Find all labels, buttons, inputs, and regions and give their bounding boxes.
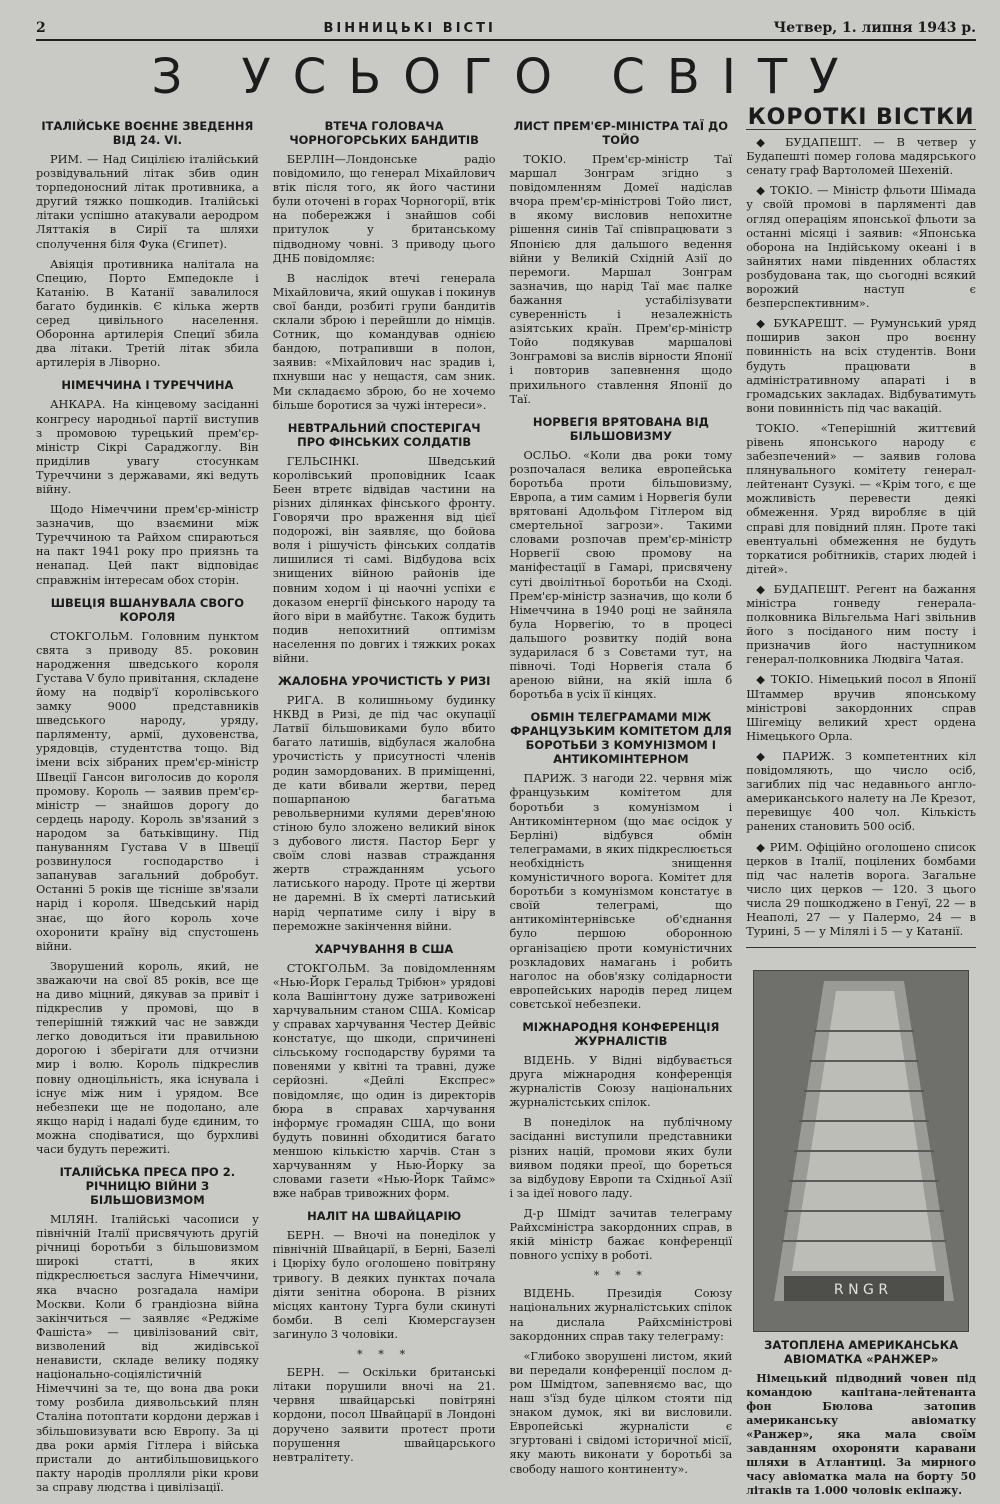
article-paragraph: ВІДЕНЬ. Президія Союзу національних журналістських спілок на дислала Райхсміністрові закордонних справ таку телеграму: bbox=[509, 1287, 733, 1343]
article-headline: ХАРЧУВАННЯ В США bbox=[314, 941, 454, 956]
column-1 bbox=[36, 111, 259, 1504]
article-paragraph: ВІДЕНЬ. У Відні відбувається друга міжнародня конференція журналістів Союзу національних журналістських спілок. bbox=[509, 1053, 733, 1110]
article-headline: ІТАЛІЙСЬКЕ ВОЄННЕ ЗВЕДЕННЯ ВІД 24. VІ. bbox=[41, 119, 254, 147]
article bbox=[36, 378, 259, 587]
article bbox=[273, 674, 496, 934]
brief-news-item: ◆ БУДАПЕШТ. Регент на бажання міністра гонведу генерала-полковника Вільгельма Нагі звільнив його з посіданого ним посту і призначив його наступником генерал-полковника Людвіга Чатая. bbox=[746, 582, 976, 667]
article-paragraph: ПАРИЖ. З нагоди 22. червня між французьким комітетом для боротьби з комунізмом і Антикомінтерном (що має осідок у Берліні) відбувся обмін телеграмами, в яких підкреслюється необхідність знищення комуністичного ворога. Комітет для боротьби з комунізмом констатує в своїй телеграмі, що антикомінтернівське об'єднання було першою оборонною організацією проти комуністичних розкладових намагань і робить наголос на обов'язку солідарности европейських народів перед лицем совєтської небезпеки. bbox=[509, 772, 733, 1011]
article-paragraph: АНКАРА. На кінцевому засіданні конгресу народньої партії виступив з промовою турецький прем'єр-міністр Сікрі Сараджоглу. Він приділив увагу стосункам Туреччини з державами, які ведуть війну. bbox=[36, 398, 259, 496]
section-separator: * * * bbox=[357, 1348, 412, 1362]
issue-date: Четвер, 1. липня 1943 р. bbox=[773, 20, 976, 36]
article bbox=[273, 942, 496, 1202]
article bbox=[510, 710, 733, 1012]
brief-news-item: ТОКІО. «Теперішній життєвий рівень японського народу є забезпечений» — заявив голова плянувального комітету генерал-лейтенант Сузукі. — «Крім того, є ще можливість перевести деякі обмеження. Уряд виробляє в цій справі для повідний плян. Проте такі евентуальні обмеження не будуть торкатися робітників, старих людей і дітей». bbox=[746, 421, 976, 576]
columns bbox=[36, 105, 976, 1504]
photo-caption: Німецький підводний човен під командою капітана-лейтенанта фон Бюлова затопив американську авіоматку «Ранжер», яка мала своїм завданням охороняти каравани шляхи в Атлантиці. За мирного часу авіоматка мала на борту 50 літаків та 1.000 чоловік екіпажу. bbox=[746, 1372, 976, 1498]
article-headline: МІЖНАРОДНЯ КОНФЕРЕНЦІЯ ЖУРНАЛІСТІВ bbox=[522, 1019, 720, 1048]
article bbox=[273, 1366, 496, 1465]
brief-news-item: ◆ ПАРИЖ. З компетентних кіл повідомляють, що число осіб, загиблих під час недавнього англо-американського налету на Ле Крезот, перевищує 400 чол. Кількість ранених становить 500 осіб. bbox=[746, 749, 976, 834]
article-paragraph: БЕРЛІН—Лондонське радіо повідомило, що генерал Міхайлович втік після того, як його частини були оточені в горах Чорногорії, втік на побережжя і знайшов собі притулок у британському підводному човні. З приводу цього ДНБ повідомляє: bbox=[272, 153, 496, 265]
brief-news-item: ◆ ТОКІО. Німецький посол в Японії Штаммер вручив японському міністрові закордонних справ Шігеміцу великий хрест ордена Німецького Орла. bbox=[746, 673, 976, 743]
article-paragraph: МІЛЯН. Італійські часописи у північній Італії присвячують другій річниці боротьби з більшовизмом широкі статті, в яких підкреслюється заслуга Німеччини, яка вчасно розгадала наміри Москви. Коли б грандіозна війна закінчиться — заявляє «Реджіме Фашіста» — цивілізований світ, визволений від жидівської ненависти, складе велику подяку національно-соціялістичній Німеччині за те, що вона два роки тому розбила диявольський плян Сталіна потоптати кордони держав і збільшовизувати всю Европу. За ці два роки армія Гітлера і війська пристали до антибільшовицького пакту народів пролляли ріки крови за справу людства і цивілізації. bbox=[36, 1213, 259, 1494]
article bbox=[510, 1287, 733, 1476]
article-headline: ЛИСТ ПРЕМ'ЄР-МІНІСТРА ТАЇ ДО ТОЙО bbox=[513, 119, 729, 147]
article-paragraph: РИГА. В колишньому будинку НКВД в Ризі, де під час окупації Латвії більшовиками було вбито багато латишів, відбулася жалобна урочистість у присутності членів родин замордованих. В приміщенні, де кати вбивали жертви, перед пошарпаною багатьма револьверними кулями дерев'яною стіною було зложено великий вінок з дубового листя. Пастор Берг у своїм слові назвав страждання жертв стражданням усього латиського народу. Проте ці жертви не даремні. В їх смерті латиський нарід черпатиме силу і віру в переможне закінчення війни. bbox=[272, 694, 496, 933]
article-paragraph: Д-р Шмідт зачитав телеграму Райхсміністра закордонних справ, в якій міністр бажає конференції повного успіху в роботі. bbox=[509, 1206, 733, 1263]
column-brief-news bbox=[746, 105, 976, 1504]
brief-news-item: ◆ ТОКІО. — Міністр фльоти Шімада у своїй промові в парляменті дав огляд операціям японської фльоти за останні місяці і заявив: «Японська оборона на Індійському океані і в зайнятих нами південних областях розбудована так, що сьогодні всякий ворожий наступ є безперспективним». bbox=[746, 184, 976, 311]
article-paragraph: ОСЛЬО. «Коли два роки тому розпочалася велика европейська боротьба проти більшовизму, Европа, а тим самим і Норвегія були врятовані Адольфом Гітлером від смертельної загрози». Такими словами розпочав прем'єр-міністр Норвегії свою промову на маніфестації в Гамарі, присвячену суті двоілітньої боротьби на Сході. Прем'єр-міністр зазначив, що коли б Німеччина в 1940 році не зайняла була Норвегію, то в процесі дальшого розвитку подій вона зударилася б з Совєтами тут, на півночі. Тоді Норвегія стала б ареною війни, на якій ішла б боротьба в усіх її кінцях. bbox=[509, 448, 733, 702]
article-headline: ЖАЛОБНА УРОЧИСТІСТЬ У РИЗІ bbox=[277, 674, 491, 689]
page-number: 2 bbox=[36, 20, 46, 36]
article-headline: ІТАЛІЙСЬКА ПРЕСА ПРО 2. РІЧНИЦЮ ВІЙНИ З БІЛЬШОВИЗМОМ bbox=[59, 1165, 236, 1208]
article-headline: ВТЕЧА ГОЛОВАЧА ЧОРНОГОРСЬКИХ БАНДИТІВ bbox=[289, 119, 479, 147]
article-paragraph: Авіяція противника налітала на Специю, Порто Емпедокле і Катанію. В Катанії завалилося багато будинків. Є кілька жертв серед цивільного населення. Оборонна артилерія Специї збила два літаки. Третій літак збила артилерія в Ліворно. bbox=[36, 257, 259, 370]
article-paragraph: В понеділок на публічному засіданні виступили представники різних націй, промови яких були виявом подяки преої, що бореться за відбудову Европи та Східньої Азії і за ідеї нового ладу. bbox=[509, 1116, 733, 1200]
article-headline: ШВЕЦІЯ ВШАНУВАЛА СВОГО КОРОЛЯ bbox=[50, 595, 244, 624]
article-headline: НОРВЕГІЯ ВРЯТОВАНА ВІД БІЛЬШОВИЗМУ bbox=[532, 414, 709, 443]
page-title: З УСЬОГО СВІТУ bbox=[151, 49, 861, 105]
article-paragraph: РИМ. — Над Сицілією італійський розвідувальний літак збив один торпедоносний літак противника, а другий тяжко пошкодив. Італійські літаки успішно атакували аеродром Ляттакія в Сирії та шляхи сполучення біля Фука (Єгипет). bbox=[36, 153, 259, 251]
column-3 bbox=[510, 111, 733, 1504]
article-paragraph: ТОКІО. Прем'єр-міністр Таї маршал Зонграм згідно з повідомленням Домеї надіслав вчора прем'єр-міністрові Тойо лист, в якому висловив непохитне рішення синів Таї співпрацювати з Японією для дальшого ведення війни у Великій Східній Азії до перемоги. Маршал Зонграм зазначив, що нарід Таї має палке бажання устабілізувати суверенність і незалежність азіятських країн. Прем'єр-міністр Тойо подякував маршалові Зонграмові за вислів вірности Японії і повторив запевнення щодо прихильного ставлення Японії до Таї. bbox=[509, 153, 733, 406]
article-paragraph: БЕРН. — Вночі на понеділок у північній Швайцарії, в Берні, Базелі і Цюріху було оголошено повітряну тривогу. В деяких пунктах почала діяти зенітна оборона. В різних місцях кантону Турга були скинуті бомби. В селі Кюмерсгаузен загинуло 3 чоловіки. bbox=[272, 1229, 496, 1341]
article-paragraph: Зворушений король, який, не зважаючи на свої 85 років, все ще на диво міцний, дякував за привіт і підкреслив у промові, що в теперішній тяжкий час не завжди легко доводиться іти правильною дорогою і зберігати для отчизни мир і волю. Король підкреслив повну одноцільність, яка існувала і існує між ним і урядом. Все небезпеки ще не подолано, але якщо нарід і надалі буде єдиним, то можна сподіватися, що бурхливі часи будуть пережиті. bbox=[36, 959, 259, 1156]
aircraft-carrier-image bbox=[754, 971, 968, 1331]
article bbox=[36, 119, 259, 370]
article-headline: НІМЕЧЧИНА І ТУРЕЧЧИНА bbox=[61, 378, 234, 393]
article bbox=[510, 119, 733, 407]
article bbox=[36, 596, 259, 1157]
newspaper-name: ВІННИЦЬКІ ВІСТІ bbox=[323, 21, 496, 36]
brief-news-item: ◆ БУКАРЕШТ. — Румунський уряд поширив закон про воєнну повинність на всіх студентів. Вони будуть працювати в адміністративному апараті і в громадських закладах. Відбуватимуть вони повинність під час вакацій. bbox=[746, 317, 976, 415]
article-headline: НЕВТРАЛЬНИЙ СПОСТЕРІГАЧ ПРО ФІНСЬКИХ СОЛДАТІВ bbox=[287, 420, 481, 449]
section-separator: * * * bbox=[593, 1269, 648, 1283]
article-headline: ОБМІН ТЕЛЕГРАМАМИ МІЖ ФРАНЦУЗЬКИМ КОМІТЕТОМ ДЛЯ БОРОТЬБИ З КОМУНІЗМОМ І АНТИКОМІНТЕРНОМ bbox=[510, 710, 732, 767]
article-paragraph: БЕРН. — Оскільки британські літаки порушили вночі на 21. червня швайцарські повітряні кордони, посол Швайцарії в Лондоні доручено заявити протест проти порушення швайцарського невтралітету. bbox=[272, 1366, 496, 1464]
article-paragraph: ГЕЛЬСІНКІ. Шведський королівський проповідник Ісаак Беен втретє відвідав частини на різних ділянках фінського фронту. Говорячи про враження від цієї подорожі, він заявляє, що бойова воля і рішучість фінських солдатів лишилися ті самі. Відбудова всіх знищених війною районів іде повним ходом і ці наочні успіхи є доказом енергії фінського народу та його віри в майбутнє. Також будить подив непохитний оптимізм населення по довгих і тяжких роках війни. bbox=[272, 454, 496, 665]
article-paragraph: СТОКГОЛЬМ. За повідомленням «Нью-Йорк Геральд Трібюн» урядові кола Вашінгтону дуже затривожені харчувальним станом США. Комісар у справах харчування Честер Дейвіс констатує, що шкоди, спричинені сільському господарству бурями та повенями у квітні та травні, дуже серйозні. «Дейлі Експрес» повідомляє, що один із директорів бюра в справах харчування інформує громадян США, що вони будуть повинні обходитися багато меншою кількістю харчів. Стан з харчуванням у Нью-Йорку за словами газети «Нью-Йорк Таймс» вже набрав тривожних форм. bbox=[272, 961, 496, 1201]
page-header bbox=[36, 14, 976, 41]
article bbox=[510, 415, 733, 703]
column-2 bbox=[273, 111, 496, 1504]
photo-deck-letters: R N G R bbox=[834, 1282, 889, 1299]
aircraft-carrier-photo bbox=[753, 970, 969, 1332]
article-headline: НАЛІТ НА ШВАЙЦАРІЮ bbox=[307, 1209, 462, 1224]
brief-news-list bbox=[746, 136, 976, 939]
article bbox=[273, 1209, 496, 1362]
article-paragraph: «Глибоко зворушені листом, який ви передали конференції послом д-ром Шмідтом, запевняємо вас, що наш з'їзд буде цілком стояти під знаком думок, які ви висловили. Европейські журналісти є згуртовані і свідомі історичної місії, яку мають виконати у боротьбі за свободу нашого континенту». bbox=[509, 1349, 733, 1476]
article bbox=[273, 119, 496, 413]
brief-news-title: КОРОТКІ ВІСТКИ bbox=[747, 105, 975, 130]
brief-news-item: ◆ РИМ. Офіційно оголошено список церков в Італії, поцілених бомбами під час налетів ворога. Загальне число цих церков — 120. З цього числа 29 пошкоджено в Генуї, 22 — в Неаполі, 27 — у Палермо, 24 — в Турині, 5 — у Мілялі і 5 — у Катанії. bbox=[746, 840, 976, 939]
article bbox=[510, 1020, 733, 1283]
article bbox=[36, 1165, 259, 1495]
article bbox=[273, 421, 496, 666]
article-paragraph: В наслідок втечі генерала Міхайловича, який ошукав і покинув свої банди, розбиті групи бандитів склали зброю і перейшли до німців. Сотник, що командував однією бандою, потрапивши в полон, заявив: «Міхайлович нас зрадив і, пхнувши нас у нещастя, сам зник. Ми складаємо зброю, бо не хочемо більше боротися за чужі інтереси». bbox=[272, 271, 496, 412]
divider bbox=[746, 947, 976, 948]
photo-caption-title: ЗАТОПЛЕНА АМЕРИКАНСЬКА АВІОМАТКА «РАНЖЕР» bbox=[764, 1338, 959, 1367]
article-paragraph: СТОКГОЛЬМ. Головним пунктом свята з приводу 85. роковин народження шведського короля Густава V було привітання, складене йому на подвір'ї королівського замку 9000 представників шведського народу, уряду, парляменту, армії, духовенства, урядовців, студентства тощо. Від імени всіх зібраних прем'єр-міністр Швеції Гансон виголосив до короля промову. Король — заявив прем'єр-міністр — знайшов дорогу до сердець народу. Король зв'язаний з народом за батьківщину. Під пануванням Густава V в Швеції розвинулося господарство і запанував загальний добробут. Останні 5 років ще тісніше зв'язали нарід і короля. Шведський нарід знає, що його король хоче охоронити країну від спустошень війни. bbox=[36, 629, 259, 953]
brief-news-item: ◆ БУДАПЕШТ. — В четвер у Будапешті помер голова мадярського сенату граф Вартоломей Шехеній. bbox=[746, 136, 976, 178]
article-paragraph: Щодо Німеччини прем'єр-міністр зазначив, що взаємини між Туреччиною та Райхом спираються на пакт 1941 року про приязнь та ненапад. Цей пакт відповідає справжнім інтересам обох сторін. bbox=[36, 503, 259, 587]
